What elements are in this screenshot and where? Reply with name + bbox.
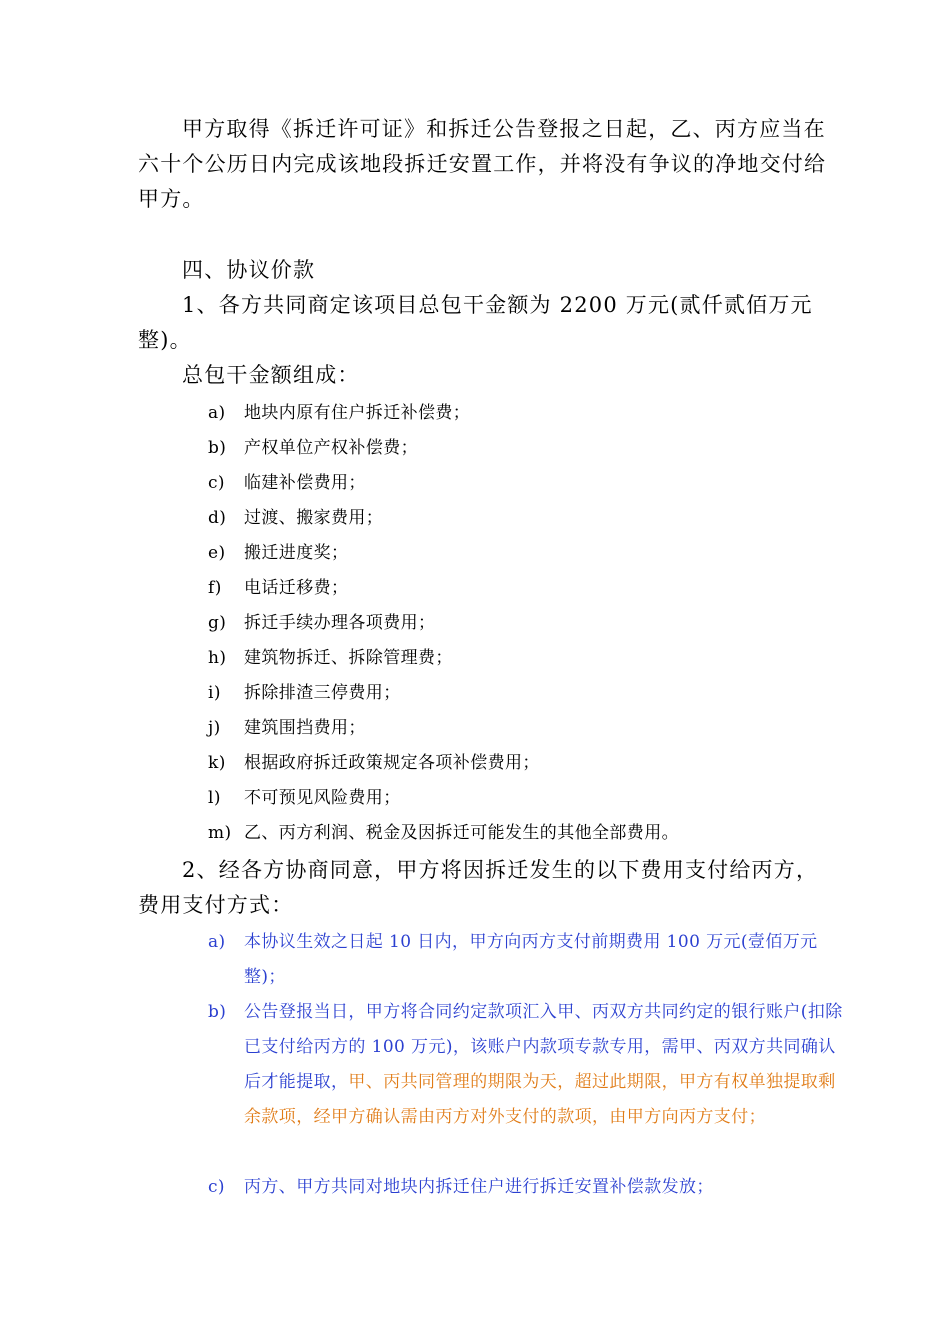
section-title-agreement-price: 四、协议价款: [182, 258, 316, 282]
list-marker: i): [208, 683, 221, 703]
list-item-text: 电话迁移费；: [244, 578, 349, 598]
list-item-text: 根据政府拆迁政策规定各项补偿费用；: [244, 753, 540, 773]
composition-title: 总包干金额组成：: [182, 363, 360, 387]
payment-item-text: [244, 925, 844, 995]
clause-2-payment-method: 2、经各方协商同意，甲方将因拆迁发生的以下费用支付给丙方，费用支付方式：: [138, 858, 819, 917]
list-marker: a): [208, 932, 226, 952]
list-item-text: 过渡、搬家费用；: [244, 508, 384, 528]
list-marker: e): [208, 543, 226, 563]
payment-text-blue: 丙方、甲方共同对地块内拆迁住户进行拆迁安置补偿款发放；: [244, 1177, 714, 1197]
payment-text-blue: 本协议生效之日起 10 日内，甲方向丙方支付前期费用 100 万元(壹佰万元整)；: [244, 932, 818, 987]
list-item-text: 临建补偿费用；: [244, 473, 366, 493]
list-item-text: 搬迁进度奖；: [244, 543, 349, 563]
payment-item: [208, 925, 838, 995]
paragraph-demolition-period: 甲方取得《拆迁许可证》和拆迁公告登报之日起，乙、丙方应当在六十个公历日内完成该地段拆迁安置工作，并将没有争议的净地交付给甲方。: [138, 117, 827, 211]
list-item-text: 不可预见风险费用；: [244, 788, 401, 808]
list-marker: k): [208, 753, 226, 773]
list-item-text: 乙、丙方利润、税金及因拆迁可能发生的其他全部费用。: [244, 823, 679, 843]
list-marker: j): [208, 718, 221, 738]
payment-item-text: [244, 1170, 844, 1205]
list-item-text: 建筑物拆迁、拆除管理费；: [244, 648, 453, 668]
payment-text-orange: 甲、丙共同管理的期限为天，超过此期限，甲方有权单独提取剩余款项，经甲方确认需由丙方对外支付的款项，由甲方向丙方支付；: [244, 1072, 836, 1127]
list-marker: l): [208, 788, 221, 808]
clause-1-total-amount: 1、各方共同商定该项目总包干金额为 2200 万元(贰仟贰佰万元整)。: [138, 293, 813, 352]
list-item-text: 拆除排渣三停费用；: [244, 683, 401, 703]
list-marker: f): [208, 578, 222, 598]
list-marker: b): [208, 1002, 227, 1022]
list-marker: a): [208, 403, 226, 423]
list-marker: c): [208, 473, 225, 493]
list-marker: h): [208, 648, 227, 668]
list-marker: b): [208, 438, 227, 458]
list-item-text: 拆迁手续办理各项费用；: [244, 613, 436, 633]
list-marker: d): [208, 508, 227, 528]
payment-item: [208, 995, 843, 1170]
list-marker: c): [208, 1177, 225, 1197]
list-marker: g): [208, 613, 227, 633]
payment-text-blue: 公告登报当日，甲方将合同约定款项汇入甲、丙双方共同约定的银行账户(扣除已支付给丙方的 100 万元)，该账户内款项专款专用，需甲、丙双方共同确认后才能提取，: [244, 1002, 843, 1092]
list-item-text: 建筑围挡费用；: [244, 718, 366, 738]
list-item-text: 产权单位产权补偿费；: [244, 438, 418, 458]
list-item-text: 地块内原有住户拆迁补偿费；: [244, 403, 471, 423]
payment-item-text: [244, 995, 844, 1135]
list-marker: m): [208, 823, 232, 843]
